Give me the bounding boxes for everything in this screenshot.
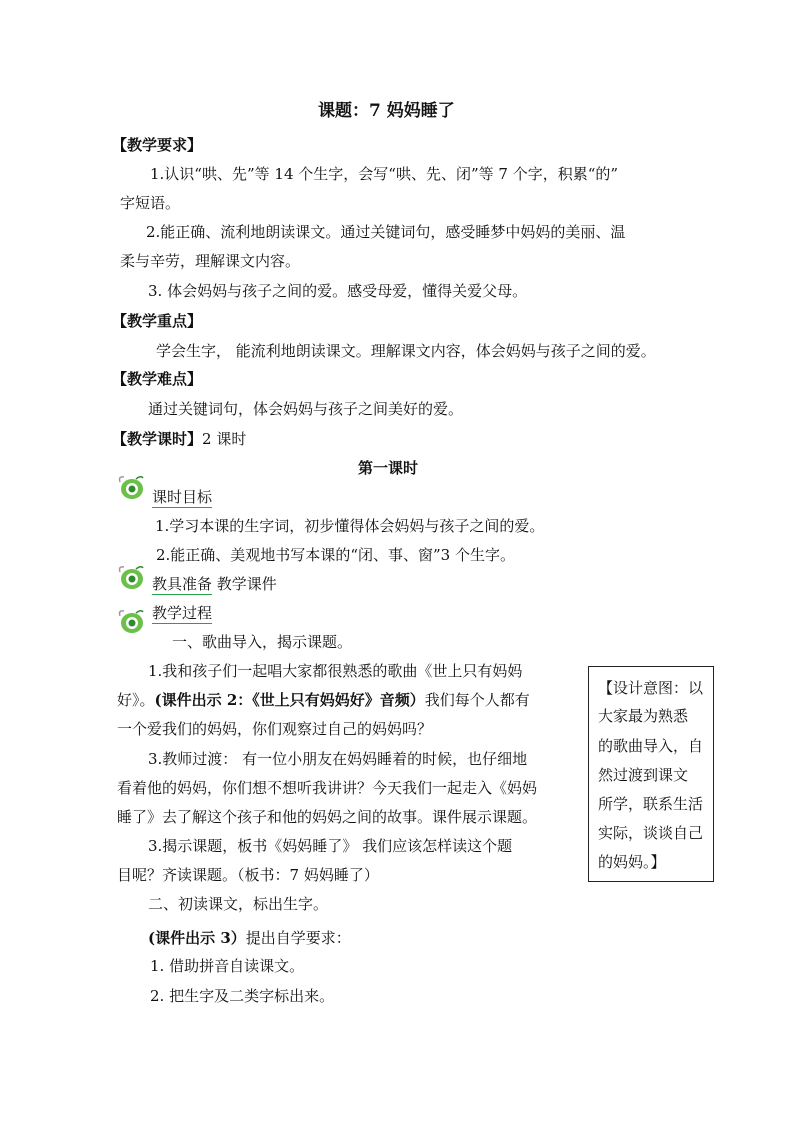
goals-label-text: 课时目标	[152, 488, 213, 506]
paragraph-2-line-1: 3.教师过渡： 有一位小朋友在妈妈睡着的时候，也仔细地	[148, 750, 528, 768]
list-item-1: 1. 借助拼音自读课文。	[150, 957, 305, 975]
design-note-line-7: 的妈妈。】	[598, 853, 666, 871]
paragraph-1-text-a: 好》。	[117, 691, 155, 709]
list-item-2: 2. 把生字及二类字标出来。	[150, 987, 335, 1005]
apple-leaf-icon	[116, 564, 146, 590]
paragraph-3-line-2: 目呢？齐读课题。（板书：7 妈妈睡了）	[117, 866, 379, 884]
apple-leaf-icon	[116, 474, 146, 500]
key-points-heading: 【教学重点】	[112, 312, 203, 330]
step-2-text: 提出自学要求：	[245, 929, 351, 947]
requirement-1-line-1: 1.认识“哄、先”等 14 个生字，会写“哄、先、闭”等 7 个字，积累“的”	[150, 165, 619, 183]
paragraph-1-line-3: 一个爱我们的妈妈，你们观察过自己的妈妈吗？	[117, 720, 433, 738]
process-label	[152, 603, 212, 623]
page-title: 课题：7 妈妈睡了	[318, 101, 455, 121]
tools-row	[152, 574, 277, 594]
period-row	[112, 429, 246, 449]
design-note-line-6: 实际，谈谈自己	[598, 824, 704, 842]
difficulty-text: 通过关键词句，体会妈妈与孩子之间美好的爱。	[148, 400, 464, 418]
period-heading: 【教学课时】	[112, 430, 203, 448]
design-note-line-3: 的歌曲导入，自	[598, 737, 704, 755]
process-label-text: 教学过程	[152, 604, 213, 622]
apple-leaf-icon	[116, 608, 146, 634]
requirement-2-line-2: 柔与辛劳，理解课文内容。	[120, 252, 301, 270]
paragraph-3-line-1: 3.揭示课题，板书《妈妈睡了》 我们应该怎样读这个题	[148, 837, 513, 855]
paragraph-1-text-b: 我们每个人都有	[424, 691, 530, 709]
requirement-3: 3. 体会妈妈与孩子之间的爱。感受母爱，懂得关爱父母。	[148, 282, 528, 300]
design-note-line-4: 然过渡到课文	[598, 766, 689, 784]
goal-1: 1.学习本课的生字词，初步懂得体会妈妈与孩子之间的爱。	[155, 517, 545, 535]
paragraph-2-line-3: 睡了》去了解这个孩子和他的妈妈之间的故事。课件展示课题。	[117, 808, 538, 826]
requirements-heading: 【教学要求】	[112, 136, 203, 154]
design-note-line-5: 所学，联系生活	[598, 795, 704, 813]
goals-label	[152, 487, 212, 507]
step-1-heading: 一、歌曲导入，揭示课题。	[172, 633, 353, 651]
requirement-1-line-2: 字短语。	[120, 194, 181, 212]
goal-2: 2.能正确、美观地书写本课的“闭、事、窗”3 个生字。	[156, 546, 515, 564]
period-value: 2 课时	[202, 430, 247, 448]
tools-label: 教具准备	[152, 575, 213, 593]
paragraph-1-line-2	[117, 690, 530, 710]
step-2-heading: 二、初读课文，标出生字。	[148, 895, 329, 913]
difficulty-heading: 【教学难点】	[112, 370, 203, 388]
paragraph-1-courseware-note: (课件出示 2：《世上只有妈妈好》音频）	[154, 691, 425, 709]
paragraph-2-line-2: 看着他的妈妈，你们想不想听我讲讲？今天我们一起走入《妈妈	[117, 779, 538, 797]
key-points-text: 学会生字， 能流利地朗读课文。理解课文内容，体会妈妈与孩子之间的爱。	[156, 342, 656, 360]
design-note-line-2: 大家最为熟悉	[598, 707, 689, 725]
paragraph-1-line-1: 1.我和孩子们一起唱大家都很熟悉的歌曲《世上只有妈妈	[148, 662, 523, 680]
design-note-line-1: 【设计意图：以	[598, 679, 704, 697]
step-2-instruction	[148, 928, 351, 948]
step-2-courseware-note: (课件出示 3）	[148, 929, 246, 947]
lesson-1-heading: 第一课时	[358, 459, 419, 477]
requirement-2-line-1: 2.能正确、流利地朗读课文。通过关键词句，感受睡梦中妈妈的美丽、温	[146, 223, 626, 241]
tools-value: 教学课件	[216, 575, 277, 593]
